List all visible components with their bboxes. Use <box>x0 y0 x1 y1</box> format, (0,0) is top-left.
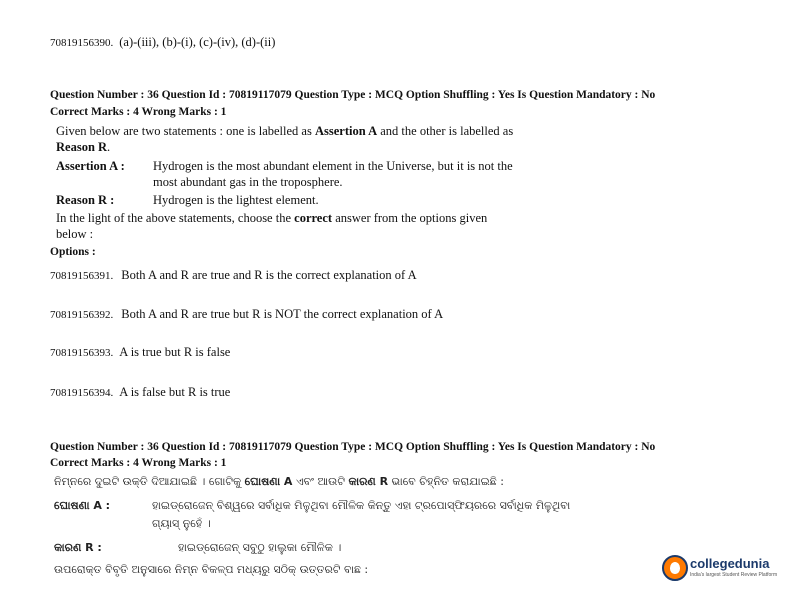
option-text: (a)-(iii), (b)-(i), (c)-(iv), (d)-(ii) <box>119 35 276 49</box>
prev-option <box>50 33 275 51</box>
collegedunia-logo <box>662 555 792 583</box>
option-text: A is true but R is false <box>119 345 231 359</box>
instruction-text: In the light of the above statements, choose the correct answer from the options given <box>56 211 488 225</box>
question-intro-cont: Reason R. <box>56 140 111 154</box>
logo-icon <box>662 555 688 581</box>
option-text: A is false but R is true <box>119 385 231 399</box>
instruction-text-odia: ଉପରୋକ୍ତ ବିବୃତି ଅନୁସାରେ ନିମ୍ନ ବିକଳ୍ପ ମଧ୍ୟରୁ ସଠିକ୍ ଉତ୍ତରଟି ବାଛ : <box>54 563 369 576</box>
assertion-text-cont: most abundant gas in the troposphere. <box>153 175 343 189</box>
option-item[interactable] <box>50 266 417 284</box>
question-marks: Correct Marks : 4 Wrong Marks : 1 <box>50 106 227 118</box>
option-item[interactable] <box>50 343 230 361</box>
instruction-text-cont: below : <box>56 227 94 241</box>
reason-text: Hydrogen is the lightest element. <box>153 193 319 207</box>
question-marks-odia: Correct Marks : 4 Wrong Marks : 1 <box>50 457 227 469</box>
reason-label: Reason R : <box>56 193 115 207</box>
option-text: Both A and R are true and R is the correct explanation of A <box>121 268 417 282</box>
assertion-text-odia: ହାଇଡ୍ରୋଜେନ୍ ବିଶ୍ୱରେ ସର୍ବାଧିକ ମିଳୁଥିବା ମୌଳିକ କିନ୍ତୁ ଏହା ଟ୍ରପୋସ୍ଫିୟରରେ ସର୍ବାଧିକ ମିଳୁଥିବା <box>152 499 571 512</box>
assertion-label: Assertion A : <box>56 159 125 173</box>
assertion-text-odia-cont: ଗ୍ୟାସ୍ ନୁହେଁ । <box>152 517 211 530</box>
option-text: Both A and R are true but R is NOT the correct explanation of A <box>121 307 444 321</box>
logo-brand: collegedunia <box>690 556 770 571</box>
option-item[interactable] <box>50 383 230 401</box>
reason-label-odia: କାରଣ R : <box>54 541 102 554</box>
question-intro-odia: ନିମ୍ନରେ ଦୁଇଟି ଉକ୍ତି ଦିଆଯାଇଛି । ଗୋଟିକୁ ଘୋଷଣା A ଏବଂ ଆଉଟି କାରଣ R ଭାବେ ଚିହ୍ନିତ କରାଯାଇଛି : <box>54 475 504 488</box>
assertion-label-odia: ଘୋଷଣା A : <box>54 499 111 512</box>
question-header-odia: Question Number : 36 Question Id : 70819117079 Question Type : MCQ Option Shuffling : Yes Is Question Mandatory : No <box>50 441 656 453</box>
question-header: Question Number : 36 Question Id : 70819117079 Question Type : MCQ Option Shuffling : Yes Is Question Mandatory : No <box>50 89 656 101</box>
option-id: 70819156394. <box>50 387 114 399</box>
option-id: 70819156393. <box>50 347 114 359</box>
question-intro: Given below are two statements : one is labelled as Assertion A and the other is labelled as <box>56 124 514 138</box>
assertion-text: Hydrogen is the most abundant element in the Universe, but it is not the <box>153 159 513 173</box>
option-id: 70819156390. <box>50 37 114 49</box>
option-id: 70819156392. <box>50 309 114 321</box>
options-label: Options : <box>50 246 96 258</box>
option-item[interactable] <box>50 305 443 323</box>
logo-tagline: India's largest Student Review Platform <box>690 572 778 578</box>
option-id: 70819156391. <box>50 270 114 282</box>
reason-text-odia: ହାଇଡ୍ରୋଜେନ୍ ସବୁଠୁ ହାଲୁକା ମୌଳିକ । <box>178 541 342 554</box>
